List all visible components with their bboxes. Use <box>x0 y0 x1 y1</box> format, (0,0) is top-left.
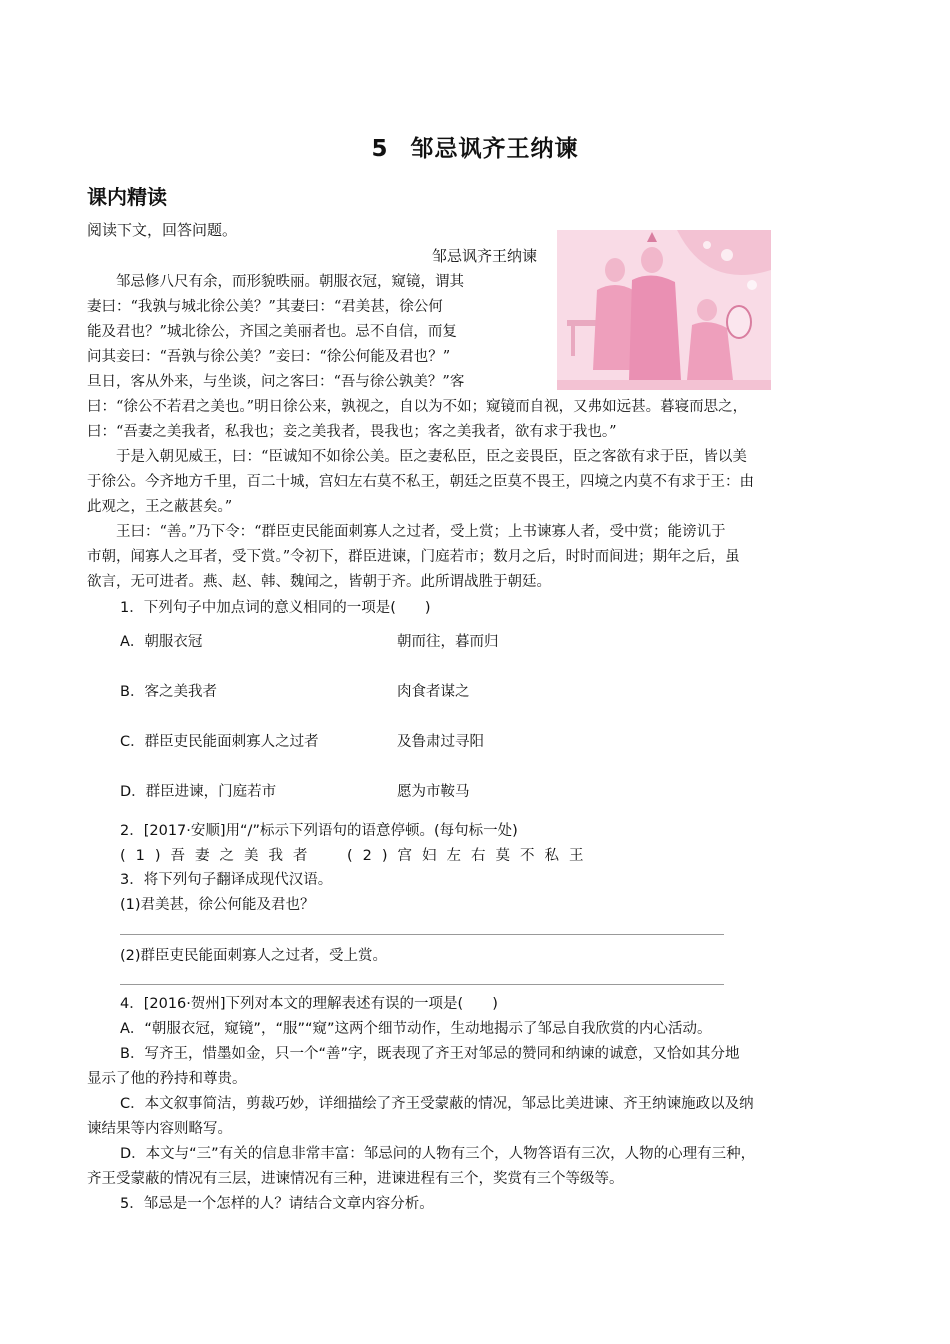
passage-title: 邹忌讽齐王纳谏 <box>432 247 538 265</box>
passage-line: 问其妾曰：“吾孰与徐公美？”妾曰：“徐公何能及君也？” <box>87 349 451 365</box>
q1-option-a-left: A．朝服衣冠 <box>120 634 203 650</box>
q1-option-c-right: 及鲁肃过寻阳 <box>397 734 484 750</box>
passage-line: 此观之，王之蔽甚矣。” <box>87 499 233 515</box>
passage-line: 于是入朝见威王，曰：“臣诚知不如徐公美。臣之妻私臣，臣之妾畏臣，臣之客欲有求于臣，皆以美 <box>87 449 747 465</box>
question-3-stem: 3．将下列句子翻译成现代汉语。 <box>120 872 333 888</box>
q3-item-2: (2)群臣吏民能面刺寡人之过者，受上赏。 <box>120 948 388 964</box>
q3-item-1: (1)君美甚，徐公何能及君也？ <box>120 897 315 913</box>
lesson-title-text: 邹忌讽齐王纳谏 <box>410 136 579 162</box>
illustration-image <box>557 230 771 390</box>
question-5-stem: 5．邹忌是一个怎样的人？请结合文章内容分析。 <box>120 1196 434 1212</box>
answer-line[interactable] <box>120 934 724 935</box>
passage-line: 旦日，客从外来，与坐谈，问之客曰：“吾与徐公孰美？”客 <box>87 374 465 390</box>
q4-option-line: B．写齐王，惜墨如金，只一个“善”字，既表现了齐王对邹忌的赞同和纳谏的诚意，又恰如其分地 <box>120 1046 740 1062</box>
passage-line: 能及君也？”城北徐公，齐国之美丽者也。忌不自信，而复 <box>87 324 457 340</box>
q2-item-1: (1)吾妻之美我者 <box>120 848 318 864</box>
q1-option-c-left: C．群臣吏民能面刺寡人之过者 <box>120 734 319 750</box>
passage-line: 妻曰：“我孰与城北徐公美？”其妻曰：“君美甚，徐公何 <box>87 299 443 315</box>
question-1-stem: 1．下列句子中加点词的意义相同的一项是( ) <box>120 600 431 616</box>
passage-line: 曰：“徐公不若君之美也。”明日徐公来，孰视之，自以为不如；窥镜而自视，又弗如远甚。暮寝而思之， <box>87 399 748 415</box>
q1-option-a-right: 朝而往，暮而归 <box>397 634 499 650</box>
passage-line: 欲言，无可进者。燕、赵、韩、魏闻之，皆朝于齐。此所谓战胜于朝廷。 <box>87 574 551 590</box>
question-4-stem: 4．[2016·贺州]下列对本文的理解表述有误的一项是( ) <box>120 996 498 1012</box>
q1-option-d-left: D．群臣进谏，门庭若市 <box>120 784 277 800</box>
q1-option-b-left: B．客之美我者 <box>120 684 217 700</box>
q4-option-line: 齐王受蒙蔽的情况有三层，进谏情况有三种，进谏进程有三个，奖赏有三个等级等。 <box>87 1171 624 1187</box>
q4-option-line: D．本文与“三”有关的信息非常丰富：邹忌问的人物有三个，人物答语有三次，人物的心理有三种， <box>120 1146 756 1162</box>
answer-line[interactable] <box>120 984 724 985</box>
passage-line: 市朝，闻寡人之耳者，受下赏。”令初下，群臣进谏，门庭若市；数月之后，时时而间进；期年之后，虽 <box>87 549 740 565</box>
q2-item-2: (2)宫妇左右莫不私王 <box>347 848 594 864</box>
instruction: 阅读下文，回答问题。 <box>87 221 238 239</box>
q1-option-d-right: 愿为市鞍马 <box>397 784 470 800</box>
q4-option-line: 显示了他的矜持和尊贵。 <box>87 1071 247 1087</box>
section-heading: 课内精读 <box>87 185 167 209</box>
question-2-stem: 2．[2017·安顺]用“/”标示下列语句的语意停顿。(每句标一处) <box>120 823 518 839</box>
q1-option-b-right: 肉食者谋之 <box>397 684 470 700</box>
q4-option-line: C．本文叙事简洁，剪裁巧妙，详细描绘了齐王受蒙蔽的情况，邹忌比美进谏、齐王纳谏施政以及纳 <box>120 1096 754 1112</box>
passage-line: 邹忌修八尺有余，而形貌昳丽。朝服衣冠，窥镜，谓其 <box>87 274 464 290</box>
q4-option-line: A．“朝服衣冠，窥镜”，“服”“窥”这两个细节动作，生动地揭示了邹忌自我欣赏的内心活动。 <box>120 1021 712 1037</box>
passage-line: 于徐公。今齐地方千里，百二十城，宫妇左右莫不私王，朝廷之臣莫不畏王，四境之内莫不有求于王：由 <box>87 474 754 490</box>
passage-line: 王曰：“善。”乃下令：“群臣吏民能面刺寡人之过者，受上赏；上书谏寡人者，受中赏；能谤讥于 <box>87 524 726 540</box>
lesson-title <box>0 130 950 163</box>
q4-option-line: 谏结果等内容则略写。 <box>87 1121 232 1137</box>
lesson-number: 5 <box>371 136 389 162</box>
passage-line: 曰：“吾妻之美我者，私我也；妾之美我者，畏我也；客之美我者，欲有求于我也。” <box>87 424 617 440</box>
